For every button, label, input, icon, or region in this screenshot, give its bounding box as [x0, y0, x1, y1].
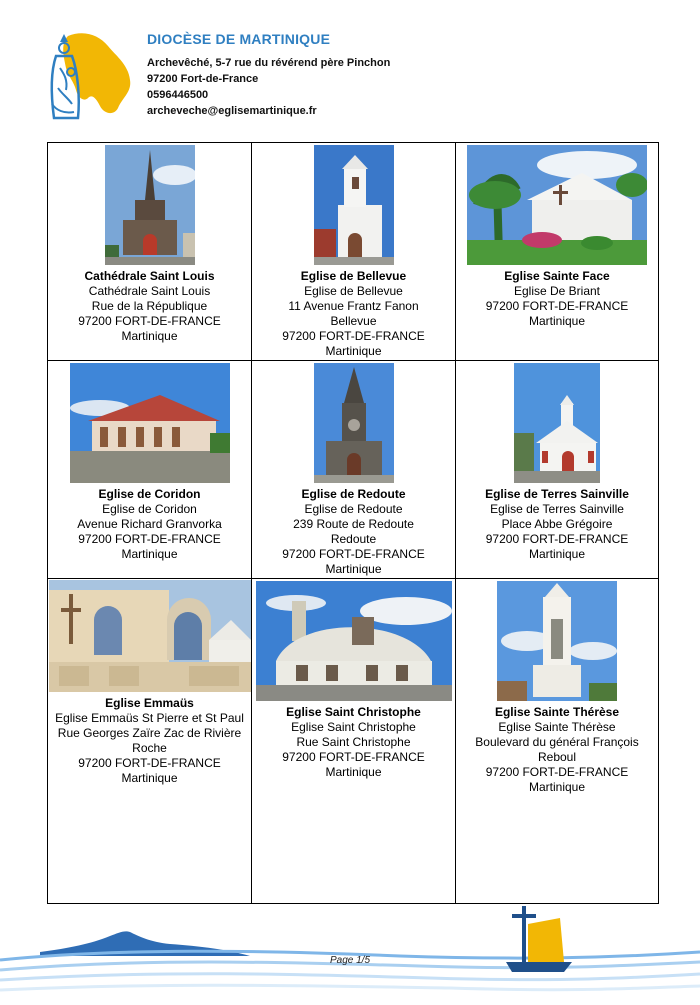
church-line: 97200 FORT-DE-FRANCE	[485, 299, 629, 313]
church-line: Martinique	[121, 771, 178, 785]
church-photo	[105, 145, 195, 265]
church-line: Boulevard du général François	[475, 735, 639, 749]
church-line: Martinique	[528, 547, 586, 561]
church-name: Eglise Saint Christophe	[286, 705, 421, 719]
diocese-logo	[38, 28, 138, 124]
church-line: Rue de la République	[91, 299, 208, 313]
church-line: 97200 FORT-DE-FRANCE	[485, 765, 629, 779]
church-line: 97200 FORT-DE-FRANCE	[78, 756, 221, 770]
church-cell	[252, 579, 456, 903]
church-name: Eglise Emmaüs	[105, 696, 194, 710]
org-email[interactable]: archeveche@eglisemartinique.fr	[147, 105, 317, 117]
church-photo	[70, 363, 230, 483]
church-line: 97200 FORT-DE-FRANCE	[485, 532, 629, 546]
church-line: Eglise de Redoute	[304, 502, 403, 516]
org-address: Archevêché, 5-7 rue du révérend père Pinchon	[147, 57, 391, 69]
church-photo	[467, 145, 647, 265]
church-line: Eglise de Terres Sainville	[490, 502, 624, 516]
church-cell	[252, 361, 456, 579]
org-city: 97200 Fort-de-France	[147, 73, 259, 85]
church-line: Martinique	[528, 780, 586, 794]
church-line: Eglise Saint Christophe	[291, 720, 416, 734]
church-name: Eglise Sainte Face	[504, 269, 610, 283]
church-line: 239 Route de Redoute	[293, 517, 414, 531]
church-line: Martinique	[121, 329, 178, 343]
church-photo	[497, 581, 617, 701]
church-photo	[256, 581, 452, 701]
church-name: Eglise de Terres Sainville	[485, 487, 629, 501]
letterhead	[38, 24, 678, 134]
church-line: Martinique	[325, 344, 382, 358]
church-line: Reboul	[537, 750, 577, 764]
page-number: Page 1/5	[329, 955, 371, 966]
org-info	[147, 24, 390, 119]
church-line: 97200 FORT-DE-FRANCE	[282, 750, 425, 764]
church-line: 97200 FORT-DE-FRANCE	[78, 532, 221, 546]
church-line: Eglise de Coridon	[102, 502, 197, 516]
church-line: Eglise de Bellevue	[304, 284, 403, 298]
church-photo	[314, 363, 394, 483]
church-line: Martinique	[325, 562, 382, 576]
church-cell	[456, 579, 658, 903]
church-line: Eglise Emmaüs St Pierre et St Paul	[55, 711, 244, 725]
churches-table	[47, 142, 659, 904]
church-photo	[514, 363, 600, 483]
church-cell	[456, 143, 658, 361]
church-line: Martinique	[325, 765, 382, 779]
church-line: Martinique	[121, 547, 178, 561]
church-photo	[49, 580, 251, 692]
church-name: Eglise de Bellevue	[300, 269, 407, 283]
church-line: Avenue Richard Granvorka	[77, 517, 222, 531]
church-line: Eglise Sainte Thérèse	[498, 720, 616, 734]
church-cell	[456, 361, 658, 579]
church-line: 11 Avenue Frantz Fanon	[288, 299, 419, 313]
church-cell	[252, 143, 456, 361]
church-line: 97200 FORT-DE-FRANCE	[282, 329, 425, 343]
church-cell	[48, 579, 252, 903]
church-cell	[48, 143, 252, 361]
church-photo	[314, 145, 394, 265]
church-line: Cathédrale Saint Louis	[88, 284, 211, 298]
org-name: DIOCÈSE DE MARTINIQUE	[147, 31, 331, 47]
church-cell	[48, 361, 252, 579]
church-line: 97200 FORT-DE-FRANCE	[78, 314, 221, 328]
church-name: Eglise de Coridon	[98, 487, 201, 501]
church-line: Rue Georges Zaïre Zac de Rivière	[57, 726, 242, 740]
church-name: Eglise Sainte Thérèse	[494, 705, 620, 719]
church-line: Martinique	[528, 314, 586, 328]
church-name: Cathédrale Saint Louis	[84, 269, 215, 283]
footer-decoration	[0, 900, 700, 1000]
church-line: Roche	[132, 741, 167, 755]
church-line: Eglise De Briant	[513, 284, 601, 298]
church-name: Eglise de Redoute	[301, 487, 406, 501]
church-line: Rue Saint Christophe	[296, 735, 411, 749]
church-line: Place Abbe Grégoire	[501, 517, 613, 531]
church-line: Redoute	[330, 532, 377, 546]
church-line: Bellevue	[330, 314, 377, 328]
org-phone: 0596446500	[147, 89, 209, 101]
church-line: 97200 FORT-DE-FRANCE	[282, 547, 425, 561]
